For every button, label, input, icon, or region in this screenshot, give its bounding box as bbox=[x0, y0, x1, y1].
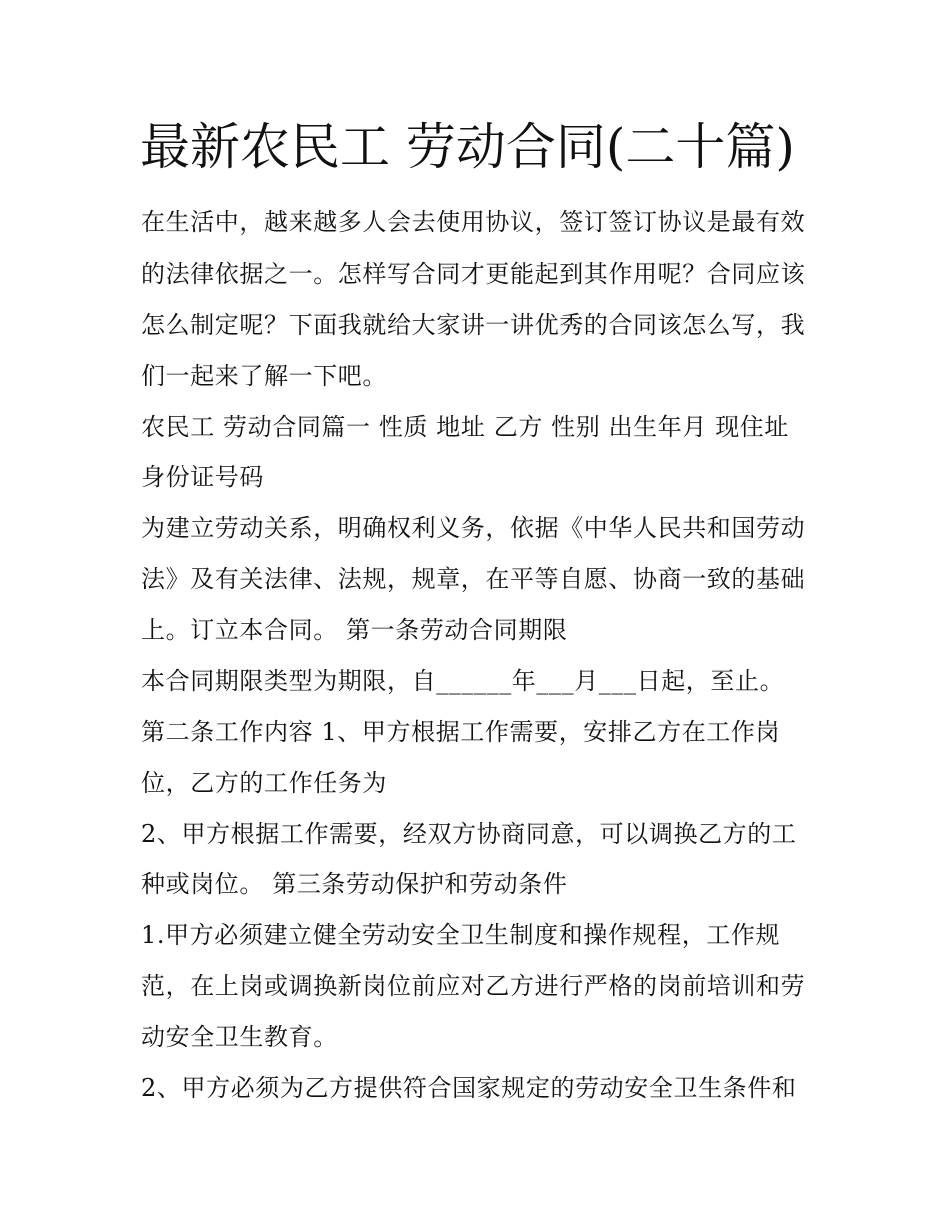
body-line: 动安全卫生教育。 bbox=[141, 1023, 338, 1051]
body-line: 在生活中，越来越多人会去使用协议，签订签订协议是最有效 bbox=[141, 208, 806, 236]
body-line: 位，乙方的工作任务为 bbox=[141, 769, 387, 797]
body-line: 第二条工作内容 1、甲方根据工作需要，安排乙方在工作岗 bbox=[141, 718, 781, 746]
body-line: 的法律依据之一。怎样写合同才更能起到其作用呢？合同应该 bbox=[141, 260, 806, 288]
body-line: 们一起来了解一下吧。 bbox=[141, 362, 387, 390]
body-line: 范，在上岗或调换新岗位前应对乙方进行严格的岗前培训和劳 bbox=[141, 972, 806, 1000]
body-line: 2、甲方根据工作需要，经双方协商同意，可以调换乙方的工 bbox=[141, 820, 797, 848]
body-line: 身份证号码 bbox=[141, 463, 264, 491]
body-line: 怎么制定呢？下面我就给大家讲一讲优秀的合同该怎么写，我 bbox=[141, 311, 806, 339]
body-line: 1.甲方必须建立健全劳动安全卫生制度和操作规程，工作规 bbox=[141, 921, 781, 949]
body-line: 本合同期限类型为期限，自______年___月___日起，至止。 bbox=[141, 667, 785, 695]
body-line: 2、甲方必须为乙方提供符合国家规定的劳动安全卫生条件和 bbox=[141, 1074, 797, 1102]
document-title: 最新农民工 劳动合同(二十篇) bbox=[140, 118, 795, 176]
body-line: 法》及有关法律、法规，规章，在平等自愿、协商一致的基础 bbox=[141, 565, 806, 593]
body-line: 上。订立本合同。 第一条劳动合同期限 bbox=[141, 616, 568, 644]
body-line: 农民工 劳动合同篇一 性质 地址 乙方 性别 出生年月 现住址 bbox=[141, 413, 790, 441]
body-line: 为建立劳动关系，明确权利义务，依据《中华人民共和国劳动 bbox=[141, 514, 806, 542]
body-line: 种或岗位。 第三条劳动保护和劳动条件 bbox=[141, 870, 568, 898]
